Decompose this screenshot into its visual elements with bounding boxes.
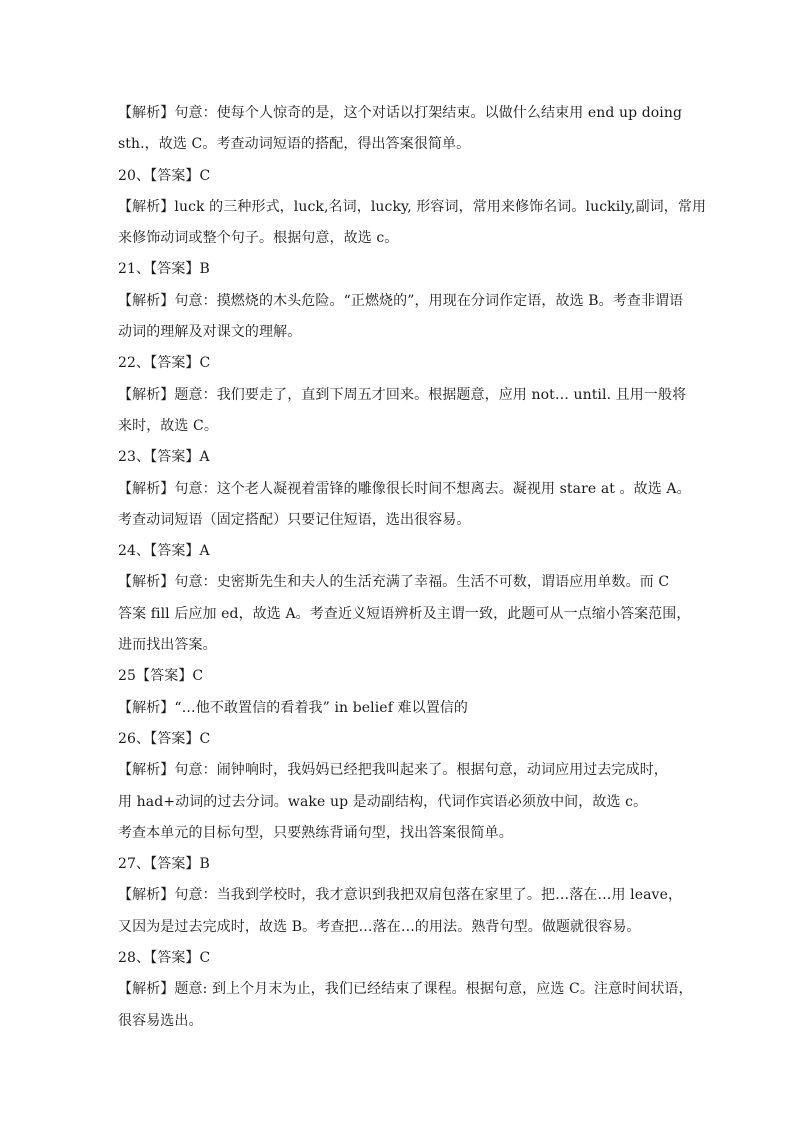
analysis-text-24-line-2: 答案 fill 后应加 ed，故选 A。考查近义短语辨析及主谓一致，此题可从一点缩小答案范围， xyxy=(118,605,691,622)
analysis-text-21-line-2: 动词的理解及对课文的理解。 xyxy=(118,324,302,341)
document-body xyxy=(118,98,707,1037)
answer-heading-20: 20、【答案】C xyxy=(118,167,211,184)
document-page xyxy=(118,98,707,1037)
analysis-text-25-line-1: 【解析】“…他不敢置信的看着我” in belief 难以置信的 xyxy=(118,699,469,716)
analysis-text-26-line-1: 【解析】句意：闹钟响时，我妈妈已经把我叫起来了。根据句意，动词应用过去完成时， xyxy=(118,762,668,779)
answer-heading-23: 23、【答案】A xyxy=(118,449,210,466)
analysis-text-26-line-3: 考查本单元的目标句型，只要熟练背诵句型，找出答案很简单。 xyxy=(118,824,513,841)
analysis-text-27-line-1: 【解析】句意：当我到学校时，我才意识到我把双肩包落在家里了。把…落在…用 leave， xyxy=(118,887,683,904)
analysis-text-21-line-1: 【解析】句意：摸燃烧的木头危险。“正燃烧的”，用现在分词作定语，故选 B。考查非谓语 xyxy=(118,292,684,309)
answer-heading-24: 24、【答案】A xyxy=(118,543,210,560)
answer-heading-21: 21、【答案】B xyxy=(118,261,210,278)
analysis-text-20-line-2: 来修饰动词或整个句子。根据句意，故选 c。 xyxy=(118,230,399,247)
answer-heading-22: 22、【答案】C xyxy=(118,355,211,372)
analysis-text-19-line-1: 【解析】句意：使每个人惊奇的是，这个对话以打架结束。以做什么结束用 end up doing xyxy=(118,105,683,121)
analysis-text-28-line-1: 【解析】题意: 到上个月末为止，我们已经结束了课程。根据句意，应选 C。注意时间状语， xyxy=(118,981,693,998)
answer-heading-26: 26、【答案】C xyxy=(118,730,211,747)
analysis-text-26-line-2: 用 had+动词的过去分词。wake up 是动副结构，代词作宾语必须放中间，故选 c。 xyxy=(118,793,648,810)
analysis-text-28-line-2: 很容易选出。 xyxy=(118,1012,203,1029)
analysis-text-27-line-2: 又因为是过去完成时，故选 B。考查把…落在…的用法。熟背句型。做题就很容易。 xyxy=(118,918,641,935)
analysis-text-22-line-2: 来时，故选 C。 xyxy=(118,417,218,434)
analysis-text-22-line-1: 【解析】题意：我们要走了，直到下周五才回来。根据题意，应用 not… until. 且用一般将 xyxy=(118,386,687,403)
analysis-text-23-line-2: 考查动词短语（固定搭配）只要记住短语，选出很容易。 xyxy=(118,511,471,528)
answer-heading-28: 28、【答案】C xyxy=(118,950,211,967)
analysis-text-24-line-1: 【解析】句意：史密斯先生和夫人的生活充满了幸福。生活不可数，谓语应用单数。而 C xyxy=(118,574,670,591)
analysis-text-23-line-1: 【解析】句意：这个老人凝视着雷锋的雕像很长时间不想离去。凝视用 stare at 。故选 A。 xyxy=(118,480,691,497)
answer-heading-25: 25【答案】C xyxy=(118,668,204,685)
analysis-text-20-line-1: 【解析】luck 的三种形式，luck,名词，lucky, 形容词，常用来修饰名词。luckily,副词，常用 xyxy=(118,198,707,215)
analysis-text-19-line-2: sth.，故选 C。考查动词短语的搭配，得出答案很简单。 xyxy=(118,136,471,153)
analysis-text-24-line-3: 进而找出答案。 xyxy=(118,637,217,654)
answer-heading-27: 27、【答案】B xyxy=(118,856,210,873)
